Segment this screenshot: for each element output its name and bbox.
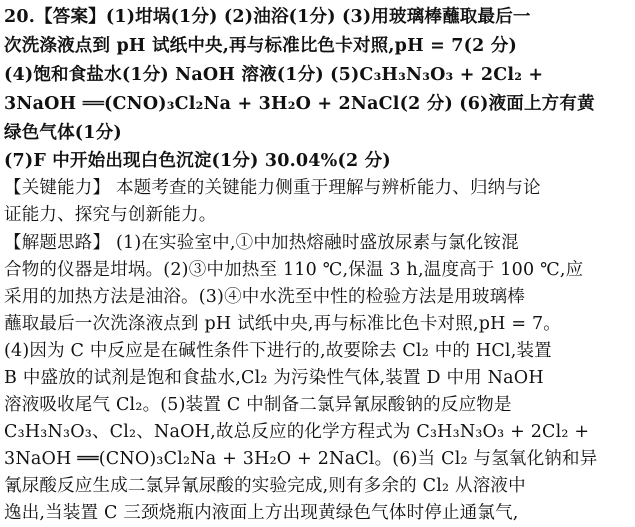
analysis-line-9: 3NaOH ══(CNO)₃Cl₂Na + 3H₂O + 2NaCl。(6)当 Cl₂ 与氢氧化钠和异 bbox=[4, 449, 598, 469]
analysis-line-6: B 中盛放的试剂是饱和食盐水,Cl₂ 为污染性气体,装置 D 中用 NaOH bbox=[4, 368, 544, 388]
answer-line-4: 3NaOH ══(CNO)₃Cl₂Na + 3H₂O + 2NaCl(2 分) (6)液面上方有黄 bbox=[4, 94, 595, 114]
answer-line-5: 绿色气体(1分) bbox=[4, 123, 122, 143]
analysis-line-8: C₃H₃N₃O₃、Cl₂、NaOH,故总反应的化学方程式为 C₃H₃N₃O₃ + 2Cl₂ + bbox=[4, 422, 590, 442]
answer-line-2: 次洗涤液点到 pH 试纸中央,再与标准比色卡对照,pH = 7(2 分) bbox=[4, 36, 517, 56]
analysis-line-4: 蘸取最后一次洗涤液点到 pH 试纸中央,再与标准比色卡对照,pH = 7。 bbox=[4, 314, 561, 334]
analysis-line-5: (4)因为 C 中反应是在碱性条件下进行的,故要除去 Cl₂ 中的 HCl,装置 bbox=[4, 341, 552, 361]
ability-line-1: 【关键能力】 本题考查的关键能力侧重于理解与辨析能力、归纳与论 bbox=[4, 178, 541, 198]
analysis-line-7: 溶液吸收尾气 Cl₂。(5)装置 C 中制备二氯异氰尿酸钠的反应物是 bbox=[4, 395, 512, 415]
analysis-line-3: 采用的加热方法是油浴。(3)④中水洗至中性的检验方法是用玻璃棒 bbox=[4, 287, 525, 307]
analysis-line-1: 【解题思路】 (1)在实验室中,①中加热熔融时盛放尿素与氯化铵混 bbox=[4, 233, 519, 253]
analysis-line-10: 氰尿酸反应生成二氯异氰尿酸的实验完成,则有多余的 Cl₂ 从溶液中 bbox=[4, 476, 526, 496]
ability-line-2: 证能力、探究与创新能力。 bbox=[4, 205, 217, 225]
answer-line-1: 20.【答案】(1)坩埚(1分) (2)油浴(1分) (3)用玻璃棒蘸取最后一 bbox=[4, 7, 531, 27]
analysis-line-11: 逸出,当装置 C 三颈烧瓶内液面上方出现黄绿色气体时停止通氯气, bbox=[4, 503, 519, 523]
answer-line-3: (4)饱和食盐水(1分) NaOH 溶液(1分) (5)C₃H₃N₃O₃ + 2Cl₂ + bbox=[4, 65, 544, 85]
answer-line-6: (7)F 中开始出现白色沉淀(1分) 30.04%(2 分) bbox=[4, 151, 391, 171]
analysis-line-2: 合物的仪器是坩埚。(2)③中加热至 110 ℃,保温 3 h,温度高于 100 ℃,应 bbox=[4, 260, 584, 280]
